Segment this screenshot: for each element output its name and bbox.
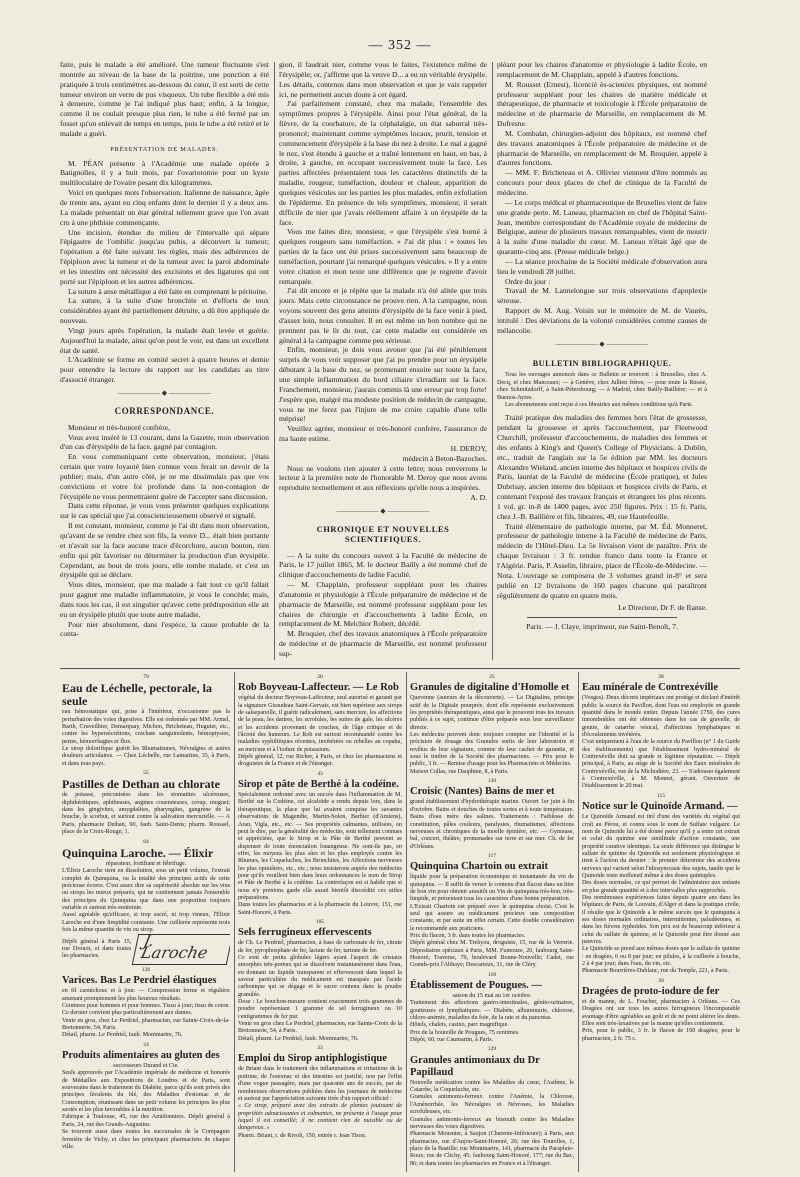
section-heading-correspondance: CORRESPONDANCE. [114, 405, 215, 416]
paragraph: Pour nier absolument, dans l'espèce, la cause probable de la conta- [60, 619, 269, 639]
ad-text: Des doses normales, ce qui permet de l'administrer aux enfants en plus grande quantité et à des intervalles plus rapprochés. [582, 880, 740, 894]
paragraph: M. Combalat, chirurgien-adjoint des hôpitaux, est nommé chef des travaux anatomiques à l'École préparatoire de médecine et de pharmacie de Marseille, en remplacement de M. Broquier, appelé à d'autres fonctions. [497, 128, 707, 168]
ad-text: (Vosges). Deux décrets impériaux ont protégé et déclaré d'intérêt public la source du Pavillon, dont l'eau est employée en grande quantité dans le monde entier. Depuis l'année 1750, des cures innombrables ont été obtenues dans les cas de gravelle, de goutte, de catarrhe vésical, d'affections lymphatiques et d'écoulements invétérés. [582, 695, 740, 739]
ad-text: Dose : Le bouchon-mesure contient exactement trois grammes de poudre représentant 1 gramme de sel ferrugineux ou 10 centigrammes de fer pur. [238, 999, 402, 1020]
ad-text: de Briant dans le traitement des inflammations et irritations de la poitrine, de l'estomac et des intestins est justifié, non par l'effet d'une vogue passagère, mais par quarante ans de succès, par de nombreuses observations publiées dans les journaux de médecine et surtout par l'appréciation suivante tirée d'un rapport officiel : [238, 1066, 402, 1102]
paragraph: M. PÉAN présente à l'Académie une malade opérée à Batignolles, il y a huit mois, par l'ovariotomie pour un kyste multiloculaire de l'ovaire pesant dix kilogrammes. [60, 158, 269, 188]
ad-laroche [62, 839, 230, 965]
ad-dragees-foucher [582, 978, 740, 1043]
ad-text: Hôtels, chalets, casino, parc magnifique. [410, 1022, 509, 1029]
ad-text: Traitement des affections gastro-intestinales, génito-urinaires, goutteuses et lymphatiques. — Diabète, albuminurie, chlorose, chloro-anémie, maladies du foie, de la rate et du pancréas. [410, 1000, 574, 1022]
ad-text: Dépôt général, 12, rue Richer, à Paris, et chez les pharmaciens et droguistes de la France et de l'étranger. [238, 754, 402, 768]
ad-text: Quevenne (auteurs de la découverte). — La Digitaline, principe actif de la Digitale pourprée, dont elle représente exclusivement les propriétés thérapeutiques, ainsi que le prouvent tous les travaux publiés à ce sujet, continue d'être préparée sous leur surveillance directe. [410, 695, 574, 731]
paragraph: — MM. F. Bricheteau et A. Ollivier viennent d'être nommés au concours pour deux places de chef de clinique de la Faculté de médecine. [497, 168, 707, 197]
ad-chartoin [410, 853, 574, 970]
paragraph: Une incision, étendue du milieu de l'intervalle qui sépare l'épigastre de l'ombilic jusqu'au pubis, a découvert la tumeur; l'opération a été faite suivant les règles, mais des adhérences de l'épiploon avec la tumeur et de la tumeur avec la paroi abdominale et les intestins ont nécessité des excisions et des ligatures qui ont porté sur l'épiploon et les autres adhérences. [60, 227, 269, 286]
ad-text: Granules antimonio-ferreux contre l'Anémie, la Chlorose, l'Aménorrhée, les Névralgies et Névroses, les Maladies scrofuleuses, etc. [410, 1094, 574, 1116]
ad-column-rule [578, 672, 579, 1172]
paragraph: La suture, à la suite d'une bronchite et d'efforts de toux considérables ayant été partiellement détruite, a dû être appliquée de nouveau. [60, 296, 269, 326]
ad-title: Eau minérale de Contrexéville [582, 682, 718, 694]
paragraph: Vous avez inséré le 13 courant, dans la Gazette, mon observation d'un cas d'érysipèle de la face, gagné par contagion. [60, 432, 269, 452]
ornament-divider: —————— ◆ —————— [555, 339, 649, 348]
section-heading-bulletin: BULLETIN BIBLIOGRAPHIQUE. [532, 359, 672, 369]
ad-number: 43 [317, 770, 323, 777]
ad-number: 130 [487, 778, 497, 785]
ads-top-rule [60, 668, 740, 669]
paragraph: Veuillez agréer, monsieur et très-honoré confrère, l'assurance de ma haute estime. [279, 424, 487, 444]
ad-title: Eau de Léchelle, pectorale, la seule [62, 681, 212, 709]
ad-text: Se trouvent aussi dans toutes les succursales de la Compagnie fermière de Vichy, et chez les principaux pharmaciens de chaque ville. [62, 1129, 230, 1150]
paragraph: Traité pratique des maladies des femmes hors l'état de grossesse, pendant la grossesse et après l'accouchement, par Fleetwood Churchill, professeur d'accouchements, de maladies des femmes et des enfants à King's and Queen's College of Physicians. à Dublin, etc., traduit de l'anglais sur la 5e édition par MM. les docteurs Alexandre Wieland, ancien interne des hôpitaux et hospices civils de Paris, lauréat de la Faculté de médecine (École pratique), et Jules Dubrisay, ancien interne des hôpitaux et hospices civils de Paris, et contenant l'exposé des travaux français et étrangers les plus récents. 1 vol. gr. in-8 de 1400 pages, avec 250 figures. Prix : 15 fr. Paris, chez J.-B. Baillière et fils, libraires, 49, rue Hautefeuille. [497, 413, 707, 521]
paragraph: Nous ne voulons rien ajouter à cette lettre; nous renverrons le lecteur à la première note de l'honorable M. Deroy que nous avons reproduite textuellement et aux réflexions qu'elle nous a inspirées. [279, 463, 487, 493]
signature-name: H. DEROY, [450, 443, 487, 453]
ad-digitaline [410, 674, 574, 776]
ad-berthe [238, 771, 402, 917]
paragraph: gion, il faudrait nier, comme vous le faites, l'existence même de l'érysipèle; or, j'affirme que la veuve D... a eu un véritable érysipèle. Les détails, contenus dans mon observation et que je vais rappeler ici, ne permettent aucun doute à cet égard. [279, 60, 487, 99]
ad-subtitle: saison du 15 mai au 1er octobre. [452, 993, 532, 1000]
ad-text: L'Extrait Chartoin est préparé avec le quinquina choisi. C'est le seul qui assure au médicament précieux une composition constante, et par suite un effet certain. Cette double considération le recommande aux praticiens. [410, 903, 574, 932]
ad-number: 115 [656, 792, 666, 799]
paragraph: Dans cette réponse, je vous vous présenter quelques explications sur le cas spécial que j'ai consciencieusement observé et signalé. [60, 501, 269, 521]
ad-text: Détail, pharm. Le Perdriel, faub. Montmartre, 76. [238, 1035, 359, 1042]
ad-text: Le sirop dolorifique guérit les Rhumatismes, Névralgies et autres douleurs articulaires. — Chez Léchelle, rue Lamartine, 35, à Paris, et dans tous pays. [62, 746, 230, 767]
paragraph: M. Rousset (Ernest), licencié ès-sciences physiques, est nommé professeur suppléant pour les chaires de matière médicale et thérapeutique, de pharmacie et toxicologie à l'École préparatoire de médecine et de pharmacie de Marseille, en remplacement de M. Dufresne. [497, 79, 707, 129]
ad-number: 33 [317, 1045, 323, 1052]
ad-column-rule [406, 672, 407, 1172]
paragraph: Voici en quelques mots l'observation. Italienne de naissance, âgée de trente ans, ayant eu cinq enfants dont le dernier il y a deux ans. La malade présentait un état général tellement grave que l'on avait cru à une phthisie commençante. [60, 188, 269, 227]
column-2 [279, 60, 487, 664]
ad-text: végétal du docteur Boyveau-Laffecteur, seul autorisé et garanti par la signature Giraudeau Saint-Gervais, est bien supérieur aux sirops de salsepareille, il guérit radicalement, sans mercure, les affections de la peau, les dartres, les scrofules, les suites de gale, les ulcères et les accidents provenant de couches, de l'âge critique et de l'âcreté des humeurs. Le Rob est surtout recommandé contre les maladies syphilitiques récentes, invétérées ou rebelles au copahu, au mercure et à l'iodure de potassium. [238, 695, 402, 753]
ad-text: Vente en gros, chez Le Perdriel, pharmacien, rue Sainte-Croix-de-la-Bretonnerie, 54, Paris. [62, 1017, 230, 1032]
ad-text: Fabrique à Toulouse, 45, rue des Amidonniers. Dépôt général à Paris, 24, rue des Grands-Augustins. [62, 1114, 230, 1128]
ad-number: 105 [315, 918, 325, 925]
ad-pougues [410, 972, 574, 1045]
paragraph: Enfin, monsieur, je dois vous avouer que j'ai été péniblement surpris de vous voir supposer que j'ai pu prendre pour un érysipèle débutant à la base du nez, se promenant ensuite sur toute la face, une simple inflammation du bord ciliaire s'irradiant sur la face. Franchement, monsieur, j'aurais commis là une erreur par trop forte! J'espère que, malgré ma modeste position de médecin de campagne, vous ne me ferez pas l'injure de me croire capable d'une telle méprise! [279, 345, 487, 424]
ad-text: Prix du flacon, 3 fr. dans toutes les pharmacies. [410, 932, 526, 939]
ad-number: 126 [141, 966, 151, 973]
ad-column-rule [234, 672, 235, 1172]
ad-title: Quinquina Laroche. — Élixir [62, 845, 214, 860]
paragraph: M. Broquier, chef des travaux anatomiques à l'École préparatoire de médecine et de pharmacie de Marseille, est nommé professeur sup- [279, 629, 487, 658]
paragraph: Vous me faites dire, monsieur, « que l'érysipèle s'est borné à quelques rougeurs sans tuméfaction. » J'ai dit plus : « toutes les parties de la face ont été prises successivement sans beaucoup de tuméfaction, pourtant j'ai remarqué quelques vésicules. » Il y a entre votre citation et mon texte une différence que je regrette d'avoir remarquée. [279, 227, 487, 286]
ad-column-3 [410, 672, 574, 1172]
ad-contrexeville [582, 674, 740, 791]
paragraph: pléant pour les chaires d'anatomie et physiologie à ladite École, en remplacement de M. Chapplain, appelé à d'autres fonctions. [497, 60, 707, 79]
ad-title: Sirop et pâte de Berthé à la codéine. [238, 779, 399, 791]
ad-title: Varices. Bas Le Perdriel élastiques [62, 975, 217, 987]
ad-text: C'est uniquement à l'eau de la source du Pavillon (n° 1 du Guide des établissements) que l'établissement hydro-minéral de Contrexéville doit sa grande et légitime réputation. — Dépôt principal, à Paris, au siège de la Société des Eaux minérales de Contrexéville, rue de la Michodière, 23. — S'adresser également à Contrexéville, à M. Monnet, gérant. Ouverture de l'établissement le 20 mai. [582, 739, 740, 790]
ad-text: de Ch. Le Perdriel, pharmacien, à base de carbonate de fer, citrate de fer, pyrophosphate de fer, lactate de fer, tartrate de fer. [238, 940, 402, 954]
ad-text: Dans toutes les pharmacies et à la pharmacie du Louvre, 151, rue Saint-Honoré, à Paris. [238, 902, 402, 916]
ad-title: Rob Boyveau-Laffecteur. — Le Rob [238, 682, 399, 694]
ornament-divider: —————— ◆ —————— [336, 506, 430, 515]
ad-varices [62, 967, 230, 1040]
ad-subtitle: successeurs Durand et Cie. [113, 1063, 179, 1070]
ad-text: Spécialement ordonné avec un succès dans l'inflammation de M. Berthé sur la Codéine, cet alcaloïde a rendu depuis lors, dans la thérapeutique, la place que lui avaient conquise les savantes observations de Magendie, Martin-Solon, Barbier (d'Amiens), Aran, Vigla, etc., etc. — Ses propriétés calmantes, utilisées, on peut le dire, par la généralité des médecins, sont tellement connues et appréciées, que le Sirop et la Pâte de Berthé peuvent se dispenser de toute énonciation louangeuse. Ne sont-ils pas, en effet, les moyens les plus sûrs et les plus employés contre les Rhumes, les Coqueluches, les Bronchites, les Affections nerveuses les plus opiniâtres, etc., etc.; nous insisterons auprès des médecins pour qu'ils veuillent bien dans leurs ordonnances le nom de Sirop et Pâte de Berthé à la codéine. La contrefaçon est si habile que si nous n'y prenions garde elle aurait bientôt discrédité ces utiles préparations. [238, 792, 402, 901]
ad-text: en fil caoutchouc et à jour. — Compression ferme et régulière amenant promptement les plus heureux résultats. [62, 988, 230, 1002]
ad-text: Des nombreuses expériences faites depuis quatre ans dans les hôpitaux de Paris, de Louvain, d'Alger et dans la pratique civile, il résulte que le Quinoïde a le même succès que le quinquina à ses doses normales ordinaires, intermittentes, paludéennes, et dans les fièvres typhoïdes. Son prix est de beaucoup inférieur à celui du sulfate de quinine, et le Quinoïde peut être donné aux pauvres. [582, 894, 740, 945]
laroche-signature-stamp [132, 931, 230, 965]
ad-number: 28 [658, 674, 664, 680]
imprint-rule [527, 617, 677, 618]
ad-title: Sels ferrugineux effervescents [238, 927, 372, 939]
column-rule [492, 62, 493, 660]
ad-text: Prix de la bouteille de Pougues, 75 centimes. [410, 1029, 520, 1036]
column-1 [60, 60, 269, 664]
ad-number: 118 [487, 971, 497, 978]
section-heading-presentation: PRÉSENTATION DE MALADES. [110, 145, 219, 153]
ad-text: grand établissement d'hydrothérapie marine. Ouvert 1er juin à fin d'octobre. Bains et douches de toutes sortes et à toute température. Bains d'eau mère des salines. Traitements : Faiblesse de constitution, pâles couleurs, paralysies, rhumatismes, affections nerveuses et chroniques de la moelle épinière, etc. — Gymnase, bal, concert, théâtre, promenades sur terre et sur mer. Ch. de fer d'Orléans. [410, 799, 574, 850]
ad-number: 64 [143, 838, 149, 845]
laroche-signature: J. Laroche [139, 931, 210, 963]
ad-text: Les médecins peuvent donc toujours compter sur l'identité et la précision de dosage des Granules sortis de leur laboratoire et revêtus de leur signature, comme de leur cachet de garantie, et sous le timbre de la Société des pharmaciens. — Prix pour le public, 3 fr. — Remise d'usage pour les Pharmaciens et Médecins. [410, 732, 574, 768]
ad-text: Ceintures pour hommes et pour femmes. Tissu à jour; tissu de coton. Ce dernier convient plus particulièrement aux dames. [62, 1003, 230, 1017]
paragraph: La suture à anse métallique a été faite en comprenant le péritoine. [68, 286, 268, 296]
paragraph: Vingt jours après l'opération, la malade était levée et guérie. Aujourd'hui la malade, ainsi qu'on peut le voir, est dans un excellent état de santé. [60, 325, 269, 355]
ad-text: Pharmacie Bourrières-Dublanc, rue du Temple, 221, à Paris. [582, 968, 729, 975]
ad-text: liquide pour la préparation économique et instantanée du vin de quinquina. — Il suffit de verser le contenu d'un flacon dans un litre de bon vin pour obtenir aussitôt un Vin de quinquina très-bon, très-limpide, et présentant tous les caractères d'une bonne préparation. [410, 874, 574, 903]
paragraph: faite, puis le malade a été amélioré. Une tumeur fluctuante s'est montrée au niveau de la base de la poitrine, une ponction a été pratiquée à trois centimètres au-dessous du cœur, il est sorti de cette tumeur environ un verre de pus visqueux. Un tube flexible a été mis à demeure, comme je l'ai indiqué plus haut; enfin, à la longue, comme il ne coulait presque plus rien, le tube a été fermé par un fosset qu'on enlevait de temps en temps, puis le tube a été retiré et le malade a guéri. [60, 60, 269, 138]
ad-number: 55 [143, 770, 149, 777]
ad-column-2 [238, 672, 402, 1172]
ad-text: Ce sont de petits globules légers ayant l'aspect de cristaux amorphes très-poreux qui se dissolvent instantanément dans l'eau, en donnant un liquide transparent et effervescent dans lequel la saveur particulière du médicament est masquée par l'acide carbonique qui se dégage et le sucre contenu dans la poudre granulée. [238, 955, 402, 998]
paragraph: Il est constant, monsieur, comme je l'ai dit dans mon observation, qu'avant de se rendre chez son fils, la veuve D... était bien portante et n'avait sur la face aucune trace d'écorchure, aucun bouton, rien enfin qui pût favoriser ou déterminer la production d'un érysipèle. Cependant, au bout de trois jours, elle tombe malade, et c'est un érysipèle qui se déclare. [60, 521, 269, 580]
ad-title: Produits alimentaires au gluten des [62, 1050, 220, 1062]
paragraph: Travail de M. Lannelongue sur trois observations d'apoplexie séreuse. [497, 286, 707, 306]
paragraph: Rapport de M. Aug. Voisin sur le mémoire de M. de Vaurès, intitulé : Des déviations de la volonté considérées comme causes de mélancolie. [497, 306, 707, 335]
ad-papillaud [410, 1046, 574, 1167]
ad-text: Maison Collas, rue Dauphine, 8, à Paris. [410, 768, 509, 775]
paragraph: Traité élémentaire de pathologie interne, par M. Éd. Monneret, professeur de pathologie interne à la Faculté de médecine de Paris, médecin de l'Hôtel-Dieu. La 5e livraison vient de paraître. Prix de chaque livraison : 3 fr. rendue franco dans toute la France et l'Algérie. Paris, P. Asselin, libraire, place de l'École-de-Médecine. — Nota. L'ouvrage se composera de 3 volumes grand in-8° et sera publié en 12 livraisons de 160 pages chacune qui paraîtront régulièrement de quatre en quatre mois. [497, 521, 707, 600]
page-number: — 352 — [368, 38, 432, 53]
ad-text: Pharm. Briant, r. de Rivoli, 150, entrée r. Jean Tison. [238, 1132, 367, 1139]
ad-column-1 [62, 672, 230, 1172]
ad-text: L'Élixir Laroche tient en dissolution, sous un petit volume, l'extrait complet de Quinquina, ou la totalité des principes actifs de cette précieuse écorce. C'est assez dire sa supériorité absolue sur les vins ou sirops les mieux préparés, qui ne contiennent jamais l'ensemble des principes du Quinquina que dans une proportion toujours variable et surtout très-restreinte. [62, 868, 230, 911]
paragraph: L'Académie se forme en comité secret à quatre heures et demie pour entendre la lecture du rapport sur les candidats au titre d'associé étranger. [60, 355, 269, 385]
directeur-line: Le Directeur, Dr F. de Ranse. [618, 603, 707, 613]
ad-leechelle [62, 674, 230, 768]
ad-title: Granules antimoniaux du Dr Papillaud [410, 1054, 540, 1078]
paragraph: Monsieur et très-honoré confrère, [68, 422, 171, 432]
column-3 [497, 60, 707, 664]
paragraph: J'ai parfaitement constaté, chez ma malade, l'ensemble des symptômes propres à l'érysipèle. Ainsi pour l'état général, de la fièvre, de la courbature, de la céphalalgie, un état saburral très-prononcé; maintenant comme symptômes locaux, prurit, tension et commencement d'érysipèle à la base du nez à droite. Le mal a gagné le nez, s'est étendu à gauche et a traîné lentement en haut, en bas, à droite, à gauche, en occupant successivement toute la face. Les parties affectées présentaient tous les caractères distinctifs de la maladie, rougeur, tuméfaction, douleur et chaleur, apparition de quelques vésicules sur les parties les plus malades, enfin exfoliation de l'épiderme. En présence de tels symptômes, monsieur, il serait difficile de nier que j'avais réellement affaire à un érysipèle de la face. [279, 99, 487, 227]
ad-text: Vente en gros chez Le Perdriel, pharmacien, rue Sainte-Croix de la Bretonnerie, 54, à Paris. [238, 1021, 402, 1035]
ad-croisic [410, 778, 574, 851]
ad-boyveau [238, 674, 402, 769]
ad-sirop-antiphlogistique [238, 1045, 402, 1140]
ad-text: Granules antimonio-ferreux au bismuth contre les Maladies nerveuses des voies digestives. [410, 1116, 574, 1130]
paragraph: — La séance prochaine de la Société médicale d'observation aura lieu le vendredi 28 juillet. [497, 256, 707, 276]
ad-text: Dépôt général à Paris 15, rue Drouot, et dans toutes les pharmacies. [62, 938, 132, 960]
ad-sels-ferrugineux [238, 919, 402, 1043]
ornament-divider: —————— ◆ —————— [118, 389, 211, 397]
ad-subtitle: réparateur, fortifiant et fébrifuge. [105, 860, 187, 867]
paragraph: Ordre du jour : [505, 276, 551, 286]
ad-number: 129 [487, 1046, 497, 1053]
paragraph: — A la suite du concours ouvert à la Faculté de médecine de Paris, le 17 juillet 1865, M. le docteur Bailly a été nommé chef de clinique d'accouchements de ladite Faculté. [279, 550, 487, 580]
ad-text: Dépôt général chez M. Trehyou, droguiste, 15, rue de la Verrerie. Dépositaires spéciaux à Paris, MM. Fumouze, 20, faubourg Saint-Honoré; Traverse, 79, boulevard Bonne-Nouvelle; Cadet, rue Grands-prix l'Abbaye; Descarieux, 31, rue de Cléry. [410, 940, 574, 969]
ad-title: Granules de digitaline d'Homolle et [410, 682, 570, 694]
paragraph: — M. Chapplain, professeur suppléant pour les chaires d'anatomie et physiologie à l'École préparatoire de médecine et de pharmacie de Marseille, est nommé professeur suppléant pour les chaires de chirurgie et d'accouchements à ladite École, en remplacement de M. Melchior Robert, décédé. [279, 580, 487, 629]
paragraph: Vous dites, monsieur, que ma malade a fait tout ce qu'il fallait pour gagner une maladie inflammatoire, je vous le concède; mais, dans tous les cas, il est singulier qu'avec cette prédisposition elle ait eu un érysipèle plutôt que toute autre maladie. [60, 580, 269, 619]
section-heading-chronique: CHRONIQUE ET NOUVELLES SCIENTIFIQUES. [316, 524, 450, 544]
ad-text: Le Quinoïde se prend aux mêmes doses que le sulfate de quinine : en dragées, 6 ou 8 par jour; en pilules, à la cuillerée à bouche, 2 à 4 par jour; dans l'eau, du vin, etc. [582, 946, 740, 968]
imprimeur-line: Paris. — J. Claye, imprimeur, rue Saint-Benoît, 7. [526, 622, 678, 632]
ad-text: Aussi agréable qu'efficace, si trop sucré, ni trop vineux, l'Élixir Laroche est d'une limpidité constante. Une cuillerée représente trois fois la même quantité de vin ou sirop. [62, 912, 230, 933]
ad-gluten [62, 1042, 230, 1151]
ad-text: Le Quinoïde Armand est tiré d'une des variétés du végétal qui croît au Pérou, et connu sous le nom de Sulfate vulgaire. Le nom de Quinoïde lui a été donné parce qu'il y a entre cet extrait et celui du quinine une similitude d'action constante, une propriété curative identique. La seule différence qui distingue le sulfate de quinine du Quinoïde est seulement physiologique et tient à l'action du dernier : le premier détermine des accidents nerveux qui varient selon l'idiosyncrasie des sujets, tandis que le Quinoïde reste inoffensif même à des doses quintuples. [582, 814, 740, 879]
bulletin-note: Les abonnements sont reçus à ces librairies aux mêmes conditions qu'à Paris. [505, 401, 693, 408]
signature-initials: A. D. [470, 493, 487, 503]
ad-title: Quinquina Chartoin ou extrait [410, 861, 548, 873]
signature-place: médecin à Beton-Bazoches. [402, 453, 487, 463]
paragraph: En vous communiquant cette observation, monsieur, j'étais certain que votre loyauté bien connue vous ferait un devoir de la publier; mais, d'un autre côté, je ne me dissimulais pas que vos convictions et votre foi profonde dans la non-contagion de l'érysipèle ne vous permettraient guère de l'accepter sans discussion. [60, 452, 269, 501]
bulletin-note: Tous les ouvrages annoncés dans ce Bulletin se trouvent : à Bruxelles, chez A. Decq, et chez Manceaux; — à Genève, chez Jullien frères; — pour toute la Russie, chez Schmitzdorff, à Saint-Pétersbourg; — à Madrid, chez Bailly-Baillière; — et à Buenos-Ayres. [497, 372, 707, 401]
ad-title: Pastilles de Dethan au chlorate [62, 777, 220, 792]
ad-number: 25 [489, 674, 495, 680]
ad-quinoide [582, 793, 740, 976]
ad-text: Détail, pharm. Le Perdriel, faub. Montmartre, 76. [62, 1032, 183, 1039]
ad-text: Nouvelle médication contre les Maladies du cœur, l'Asthme, le Catarrhe, la Coqueluche, etc. [410, 1079, 574, 1094]
ad-number: 79 [143, 674, 149, 680]
paragraph: J'ai dit encore et je répète que la malade n'a été alitée que trois jours. Mais cette circonstance ne prouve rien. A la campagne, nous voyons souvent des gens atteints d'érysipèle de la face venir à pied, d'assez loin, nous consulter. Il en est même un bon nombre qui ne prennent pas le lit du tout, car cette maladie est considérée en général à la campagne comme peu sérieuse. [279, 286, 487, 345]
paragraph: — Le corps médical et pharmaceutique de Bruxelles vient de faire une grande perte. M. Laneau, pharmacien en chef de l'hôpital Saint-Jean, membre correspondant de l'Académie royale de médecine de Belgique, auteur de plusieurs travaux remarquables, vient de mourir à la suite d'une maladie du cœur. M. Laneau n'était âgé que de quarante-cinq ans. (Presse médicale belge.) [497, 197, 707, 257]
ad-number: 20 [658, 977, 664, 984]
ad-title: Croisic (Nantes) Bains de mer et [410, 786, 555, 798]
ad-number: 24 [143, 1041, 149, 1048]
column-rule [274, 62, 275, 660]
ad-text: de potasse, préconisées dans les stomatites ulcéreuses, diphthéritiques, aphtheuses, angines couenneuses, croup, muguet; dans les gingivites, amygdalites, pharyngites, gangrène de la bouche, le scorbut, et surtout contre la salivation mercurielle. — A Paris, pharmacie Dethan, 90, faub. Saint-Denis; pharm. Roussel, place de la Croix-Rouge, 1. [62, 792, 230, 836]
ad-title: Établissement de Pougues. — [410, 980, 542, 992]
ad-title: Dragées de proto-iodure de fer [582, 986, 720, 998]
ad-number: 117 [487, 852, 497, 859]
ad-title: Emploi du Sirop antiphlogistique [238, 1053, 387, 1065]
ad-column-4 [582, 672, 740, 1172]
ad-text: Prix, pour le public, 3 fr. le flacon de 100 dragées; pour le pharmacien, 2 fr. 75 c. [582, 1028, 740, 1042]
ad-text: Pharmacie Mousnier, à Saujon (Charente-Inférieure); à Paris, aux pharmacies, rue d'Anjou-Saint-Honoré, 26; rue des Tourelles, 1, place de la Bastille; rue Montmartre, 141, pharmacie du Parapluie-Roux; rue de Clichy, 45; faubourg Saint-Honoré, 177; rue du Bac, 86; et dans toutes les pharmacies en France et à l'étranger. [410, 1131, 574, 1167]
ad-title: Notice sur le Quinoïde Armand. — [582, 801, 738, 813]
ad-text: Dépôt, 60, rue Caumartin, à Paris. [410, 1037, 494, 1044]
ad-text: Seuls approuvés par l'Académie impériale de médecine et honorés de Médailles aux Expositions de Londres et de Paris, sont souverains dans le traitement du Diabète, parce qu'ils sont privés des principes féculents du blé, des Maladies d'estomac et de Consomption, réunissant dans un petit volume les principes les plus azotés et les plus favorables à la nutrition. [62, 1070, 230, 1114]
ad-text: eau hémostatique qui, prise à l'intérieur, n'occasionne pas la perturbation des voies digestives. Elle est ordonnée par MM. Armel, Barth, Cruveilhier, Demarquay, Michon, Bricheteau, Huguier, etc., contre les hypersécrétions, crachats sanguinolents, hémoptysies, pertes, hémorrhagies et flux. [62, 709, 230, 745]
ad-number: 20 [317, 674, 323, 680]
ad-dethan [62, 770, 230, 836]
ad-text: et de manne, de L. Foucher, pharmacien à Orléans. — Ces Dragées ont sur tous les autres ferrugineux l'incomparable avantage d'être agréables au goût et de ne point altérer les dents. Elles sont très-laxatives par la manne qu'elles contiennent. [582, 999, 740, 1028]
ad-text: « Ce sirop, préparé avec des extraits de plantes jouissant de propriétés adoucissantes et calmantes, ne présente à l'usage pour lequel il est conseillé; il ne contient rien de nuisible ou de dangereux. » [238, 1103, 402, 1132]
